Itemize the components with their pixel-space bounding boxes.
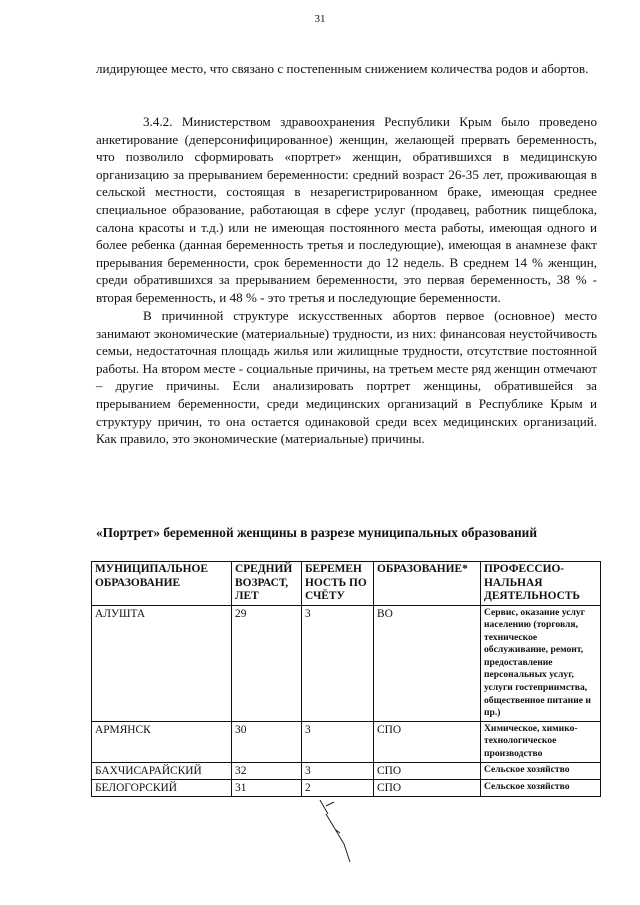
- cell-age: 30: [232, 721, 302, 762]
- cell-age: 29: [232, 605, 302, 721]
- table-row: [92, 721, 601, 762]
- cell-age: 32: [232, 762, 302, 779]
- header-municipality: МУНИЦИПАЛЬНОЕ ОБРАЗОВАНИЕ: [92, 562, 232, 606]
- page-number: 31: [314, 13, 326, 25]
- cell-pregnancy: 2: [302, 779, 374, 796]
- cell-age: 31: [232, 779, 302, 796]
- table-row: [92, 605, 601, 721]
- cell-profession: Химическое, химико-технологическое производство: [481, 721, 601, 762]
- table-row: [92, 779, 601, 796]
- paragraph-survey-portrait: 3.4.2. Министерством здравоохранения Республики Крым было проведено анкетирование (деперсонифицированное) женщин, желающей прервать беременность, что позволило сформировать «портрет» женщин, обратившихся в медицинскую организацию за прерыванием беременности: средний возраст 26-35 лет, проживающая в сельской местности, состоящая в незарегистрированном браке, имеющая среднее специальное образование, работающая в сфере услуг (продавец, работник пищеблока, салона красоты и т.д.) или не имеющая постоянного места работы, имеющая одного и более ребенка (данная беременность третья и последующие), имеющая в анамнезе факт прерывания беременности, срок беременности до 12 недель. В среднем 14 % женщин, среди обратившихся за прерыванием беременности, это первая беременность, 38 % - вторая беременность, и 48 % - это третья и последующие беременности.: [96, 114, 597, 305]
- table-header-row: [92, 562, 601, 606]
- header-education: ОБРАЗОВАНИЕ*: [374, 562, 481, 606]
- cell-education: СПО: [374, 762, 481, 779]
- header-pregnancy-count: БЕРЕМЕН НОСТЬ ПО СЧЁТУ: [302, 562, 374, 606]
- cell-profession: Сервис, оказание услуг населению (торговля, техническое обслуживание, ремонт, предоставление персональных услуг, услуги гостеприимства, общественное питание и пр.): [481, 605, 601, 721]
- cell-pregnancy: 3: [302, 605, 374, 721]
- cell-municipality: АЛУШТА: [92, 605, 232, 721]
- cell-education: ВО: [374, 605, 481, 721]
- cell-profession: Сельское хозяйство: [481, 779, 601, 796]
- cell-education: СПО: [374, 779, 481, 796]
- cell-municipality: АРМЯНСК: [92, 721, 232, 762]
- portrait-table: [91, 561, 601, 797]
- header-average-age: СРЕДНИЙ ВОЗРАСТ, ЛЕТ: [232, 562, 302, 606]
- cell-municipality: БАХЧИСАРАЙСКИЙ: [92, 762, 232, 779]
- cell-education: СПО: [374, 721, 481, 762]
- header-profession: ПРОФЕССИО-НАЛЬНАЯ ДЕЯТЕЛЬНОСТЬ: [481, 562, 601, 606]
- cell-pregnancy: 3: [302, 721, 374, 762]
- paragraph-abortion-causes: В причинной структуре искусственных абортов первое (основное) место занимают экономические (материальные) трудности, из них: финансовая неустойчивость семьи, недостаточная площадь жилья или жилищные трудности, отсутствие постоянной работы. На втором месте - социальные причины, на третьем месте ряд женщин отмечают – другие причины. Если анализировать портрет женщины, обратившейся за прерыванием беременности, среди медицинских организаций в Республике Крым и структуру причин, то она остается одинаковой среди всех медицинских организаций. Как правило, это экономические (материальные) причины.: [96, 308, 597, 447]
- paragraph-continuation: лидирующее место, что связано с постепенным снижением количества родов и абортов.: [96, 61, 589, 76]
- cell-profession: Сельское хозяйство: [481, 762, 601, 779]
- table-row: [92, 762, 601, 779]
- table-title: «Портрет» беременной женщины в разрезе муниципальных образований: [96, 525, 538, 540]
- cell-municipality: БЕЛОГОРСКИЙ: [92, 779, 232, 796]
- pen-marks: [300, 800, 380, 890]
- cell-pregnancy: 3: [302, 762, 374, 779]
